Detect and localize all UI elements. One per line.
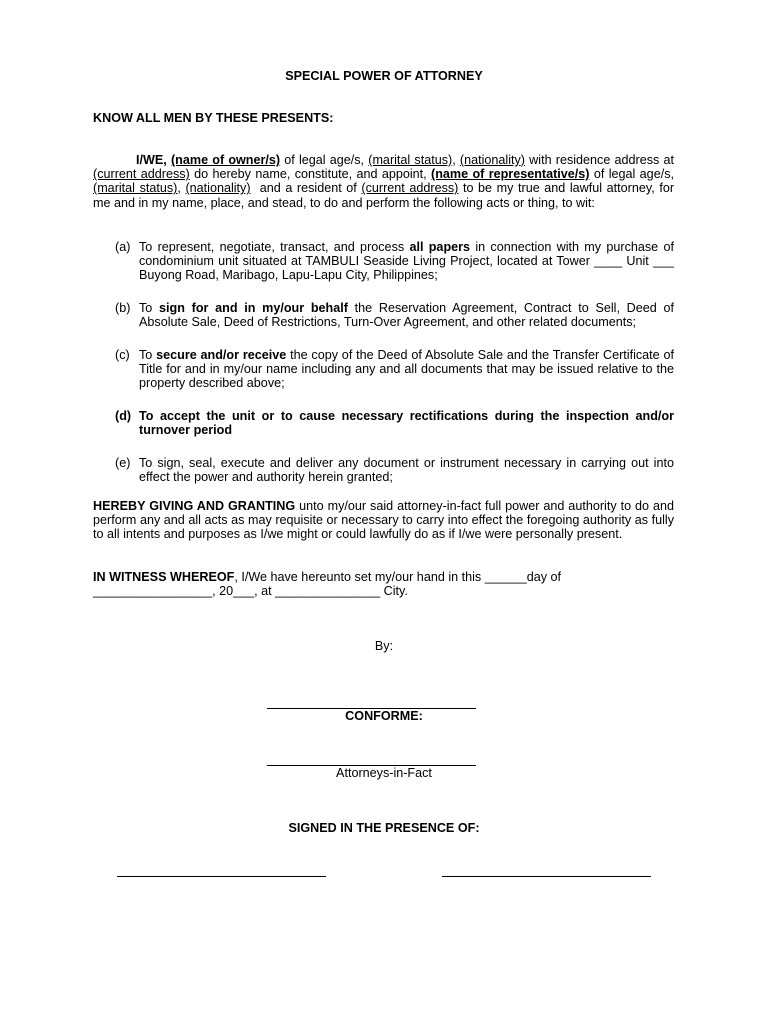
representative-name-placeholder: (name of representative/s) [431, 167, 590, 182]
item-marker: (d) [115, 409, 132, 423]
opening-heading: KNOW ALL MEN BY THESE PRESENTS: [93, 111, 334, 125]
item-text: To secure and/or receive the copy of the Deed of Absolute Sale and the Transfer Certificate of Title for and in my/our name including any and all documents that may be issued relative to the property described above; [139, 348, 674, 391]
list-item-d [115, 409, 674, 437]
conforme-label: CONFORME: [345, 709, 423, 723]
owner-marital-status-placeholder: (marital status) [368, 153, 453, 167]
attorneys-in-fact-label: Attorneys-in-Fact [336, 766, 432, 780]
list-item-e [115, 456, 674, 484]
item-marker: (b) [115, 301, 131, 315]
item-text: To represent, negotiate, transact, and process all papers in connection with my purchase of condominium unit situated at TAMBULI Seaside Living Project, located at Tower ____ Unit ___ Buyong Road, Maribago, Lapu-Lapu City, Philippines; [139, 240, 674, 283]
item-marker: (c) [115, 348, 130, 362]
list-item-c [115, 348, 674, 391]
granting-paragraph: HEREBY GIVING AND GRANTING unto my/our said attorney-in-fact full power and authority to do and perform any and all acts as may requisite or necessary to carry into effect the foregoing authority as fully to all intents and purposes as I/we might or could lawfully do as if I/we were personally present. [93, 499, 674, 542]
witness-line-1: IN WITNESS WHEREOF, I/We have hereunto set my/our hand in this ______day of [93, 570, 562, 584]
item-marker: (e) [115, 456, 131, 470]
rep-marital-status-placeholder: (marital status) [93, 181, 178, 196]
owner-nationality-placeholder: (nationality) [459, 153, 525, 167]
list-item-b [115, 301, 674, 329]
witness-paragraph [93, 570, 674, 598]
item-text: To sign, seal, execute and deliver any document or instrument necessary in carrying out into effect the power and authority herein granted; [139, 456, 674, 485]
intro-paragraph: I/WE, (name of owner/s) of legal age/s, (marital status), (nationality) with residence address at (current address) do hereby name, constitute, and appoint, (name of representative/s) of legal age/s, (marital status), (nationality) and a resident of (current address) to be my true and lawful attorney, for me and in my name, place, and stead, to do and perform the following acts or thing, to wit: [93, 153, 675, 210]
list-item-a [115, 240, 674, 283]
witness-signature-line-1 [117, 876, 326, 877]
rep-nationality-placeholder: (nationality) [185, 181, 251, 196]
by-label: By: [374, 639, 394, 653]
iwe-label: I/WE, [136, 153, 167, 167]
witness-line-2: _________________, 20___, at _______________ City. [93, 584, 408, 599]
witness-heading: IN WITNESS WHEREOF [93, 570, 235, 584]
item-text: To accept the unit or to cause necessary rectifications during the inspection and/or turnover period [139, 409, 674, 438]
rep-address-placeholder: (current address) [361, 181, 459, 196]
document-title: SPECIAL POWER OF ATTORNEY [285, 69, 483, 83]
signed-in-presence-heading: SIGNED IN THE PRESENCE OF: [288, 821, 480, 835]
item-text: To sign for and in my/our behalf the Reservation Agreement, Contract to Sell, Deed of Absolute Sale, Deed of Restrictions, Turn-Over Agreement, and other related documents; [139, 301, 674, 330]
item-marker: (a) [115, 240, 131, 254]
owner-address-placeholder: (current address) [93, 167, 190, 182]
witness-signature-line-2 [442, 876, 651, 877]
granting-heading: HEREBY GIVING AND GRANTING [93, 499, 296, 513]
owner-name-placeholder: (name of owner/s) [170, 153, 281, 167]
